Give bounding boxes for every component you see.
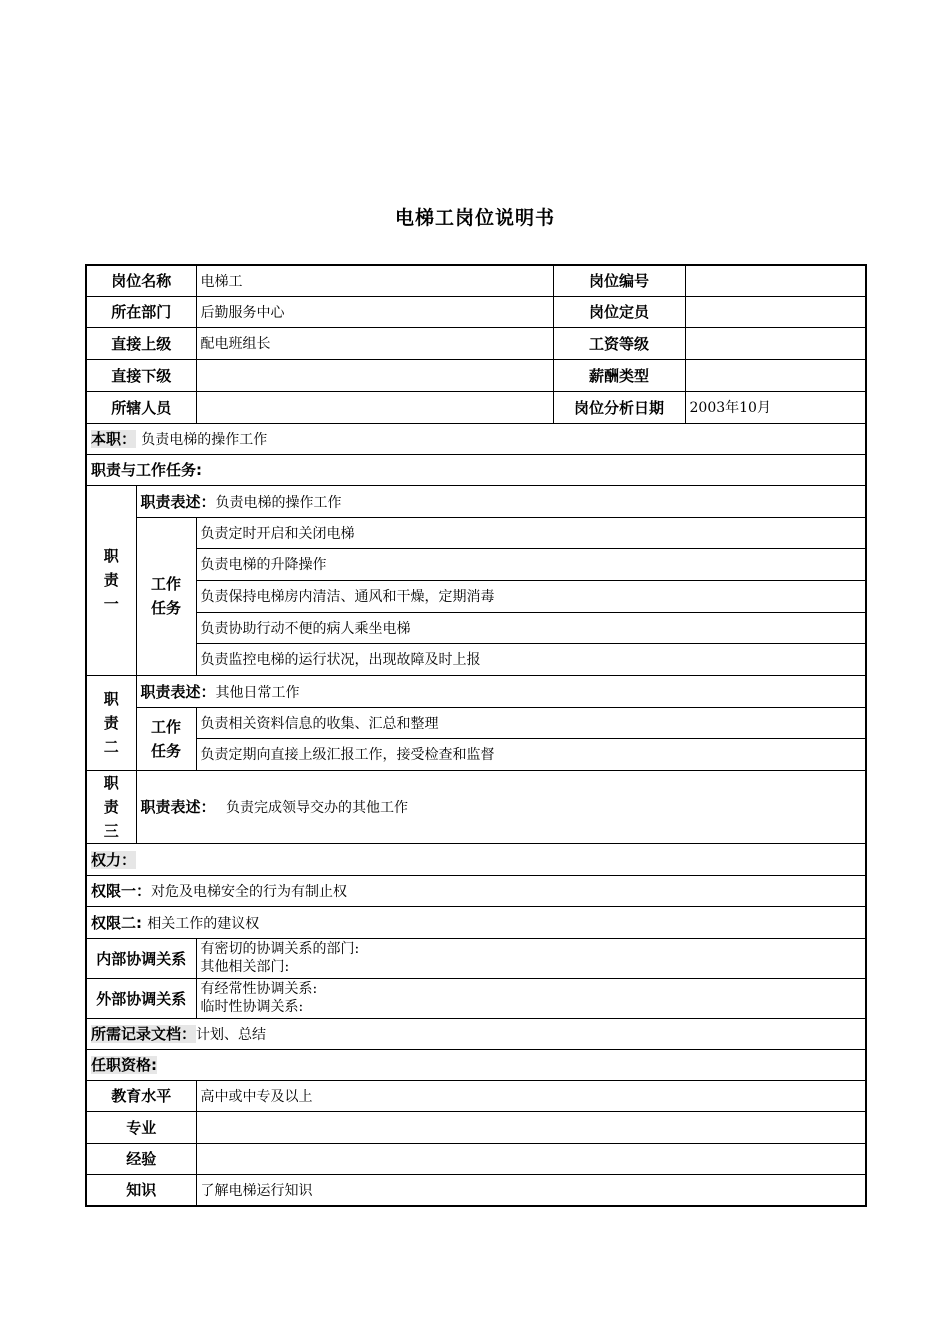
post-name-value: 电梯工: [196, 265, 553, 296]
department-label: 所在部门: [86, 296, 196, 327]
row-external-relations: [86, 978, 866, 1018]
main-duty: [86, 423, 866, 454]
row-staff: [86, 391, 866, 423]
records-label: 所需记录文档：: [91, 1025, 197, 1043]
duty2-task-2: 负责定期向直接上级汇报工作，接受检查和监督: [196, 738, 866, 770]
duty1-task-1: 负责定时开启和关闭电梯: [196, 517, 866, 548]
duty1-task-4: 负责协助行动不便的病人乘坐电梯: [196, 612, 866, 643]
post-code-label: 岗位编号: [553, 265, 685, 296]
experience-label: 经验: [86, 1143, 196, 1174]
duties-header: 职责与工作任务:: [86, 454, 866, 485]
duty2-task-label: 工作 任务: [136, 707, 196, 770]
staff-label: 所辖人员: [86, 391, 196, 423]
duty3-label: 职 责 三: [86, 770, 136, 843]
major-value: [196, 1111, 866, 1143]
row-qualification-header: [86, 1049, 866, 1080]
duty3-desc-label: 职责表述：: [140, 798, 216, 816]
duty1-task-5: 负责监控电梯的运行状况，出现故障及时上报: [196, 643, 866, 675]
post-code-value: [685, 265, 866, 296]
duty3-description: [136, 770, 866, 843]
internal-relations-label: 内部协调关系: [86, 938, 196, 978]
row-experience: [86, 1143, 866, 1174]
row-duty3: [86, 770, 866, 843]
staff-value: [196, 391, 553, 423]
row-duty2-desc: [86, 675, 866, 707]
duty2-task-1: 负责相关资料信息的收集、汇总和整理: [196, 707, 866, 738]
duty1-desc-label: 职责表述：: [140, 492, 216, 511]
job-description-table: [85, 264, 867, 1207]
experience-value: [196, 1143, 866, 1174]
row-subordinate: [86, 359, 866, 391]
department-value: 后勤服务中心: [196, 296, 553, 327]
quota-value: [685, 296, 866, 327]
row-duty2-task: [86, 738, 866, 770]
row-education: [86, 1080, 866, 1111]
subordinate-label: 直接下级: [86, 359, 196, 391]
records: [86, 1018, 866, 1049]
row-records: [86, 1018, 866, 1049]
qualification-header: 任职资格:: [86, 1049, 866, 1080]
post-name-label: 岗位名称: [86, 265, 196, 296]
row-main-duty: [86, 423, 866, 454]
row-internal-relations: [86, 938, 866, 978]
quota-label: 岗位定员: [553, 296, 685, 327]
main-duty-text: 负责电梯的操作工作: [141, 432, 268, 448]
row-duties-header: [86, 454, 866, 485]
duty2-description: [136, 675, 866, 707]
duty1-task-2: 负责电梯的升降操作: [196, 548, 866, 580]
row-duty1-desc: [86, 485, 866, 517]
analysis-date-label: 岗位分析日期: [553, 391, 685, 423]
pay-type-value: [685, 359, 866, 391]
power-header: 权力：: [86, 843, 866, 875]
main-duty-label: 本职：: [91, 430, 137, 448]
education-value: 高中或中专及以上: [196, 1080, 866, 1111]
duty1-task-3: 负责保持电梯房内清洁、通风和干燥，定期消毒: [196, 580, 866, 612]
grade-value: [685, 327, 866, 359]
duty1-task-label: 工作 任务: [136, 517, 196, 675]
pay-type-label: 薪酬类型: [553, 359, 685, 391]
row-post-name: [86, 265, 866, 296]
row-power-header: [86, 843, 866, 875]
power-2: 权限二: 相关工作的建议权: [86, 906, 866, 938]
row-power-1: [86, 875, 866, 906]
row-power-2: [86, 906, 866, 938]
major-label: 专业: [86, 1111, 196, 1143]
row-duty1-task: [86, 612, 866, 643]
grade-label: 工资等级: [553, 327, 685, 359]
analysis-date-value: 2003年10月: [685, 391, 866, 423]
superior-value: 配电班组长: [196, 327, 553, 359]
row-duty1-task: [86, 643, 866, 675]
duty1-description: [136, 485, 866, 517]
duty1-label: 职 责 一: [86, 485, 136, 675]
records-text: 计划、总结: [196, 1027, 267, 1043]
education-label: 教育水平: [86, 1080, 196, 1111]
row-major: [86, 1111, 866, 1143]
external-relations-label: 外部协调关系: [86, 978, 196, 1018]
knowledge-value: 了解电梯运行知识: [196, 1174, 866, 1206]
duty3-desc-text: 负责完成领导交办的其他工作: [225, 800, 408, 816]
row-duty1-task: [86, 517, 866, 548]
knowledge-label: 知识: [86, 1174, 196, 1206]
row-superior: [86, 327, 866, 359]
external-relations-value: 有经常性协调关系: 临时性协调关系:: [196, 978, 866, 1018]
duty2-label: 职 责 二: [86, 675, 136, 770]
row-duty1-task: [86, 580, 866, 612]
power-1: 权限一：对危及电梯安全的行为有制止权: [86, 875, 866, 906]
duty2-desc-label: 职责表述：: [140, 682, 216, 701]
superior-label: 直接上级: [86, 327, 196, 359]
duty2-desc-text: 其他日常工作: [215, 684, 300, 701]
internal-relations-value: 有密切的协调关系的部门: 其他相关部门:: [196, 938, 866, 978]
row-department: [86, 296, 866, 327]
row-knowledge: [86, 1174, 866, 1206]
page-title: 电梯工岗位说明书: [394, 207, 555, 229]
row-duty2-task: [86, 707, 866, 738]
row-duty1-task: [86, 548, 866, 580]
subordinate-value: [196, 359, 553, 391]
duty1-desc-text: 负责电梯的操作工作: [215, 494, 342, 511]
